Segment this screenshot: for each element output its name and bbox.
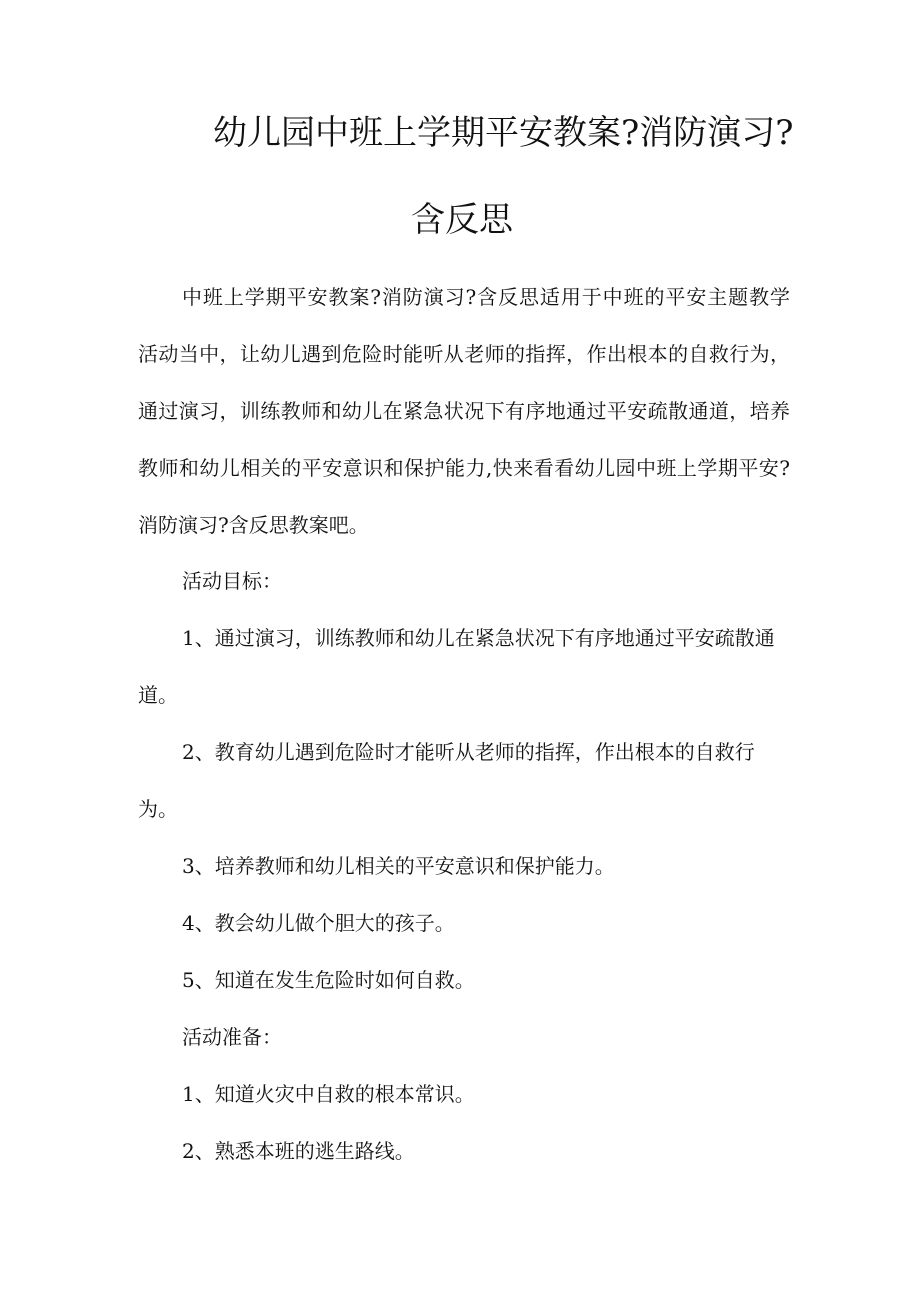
document-title-line-1: 幼儿园中班上学期平安教案?消防演习?	[213, 113, 794, 153]
goal-5: 5、知道在发生危险时如何自救。	[182, 968, 475, 992]
intro-line-4: 教师和幼儿相关的平安意识和保护能力,快来看看幼儿园中班上学期平安?	[138, 456, 790, 480]
document-title-line-2: 含反思	[411, 200, 513, 240]
goals-heading: 活动目标：	[182, 569, 282, 593]
intro-line-3: 通过演习，训练教师和幼儿在紧急状况下有序地通过平安疏散通道，培养	[138, 399, 790, 423]
goal-2-line-1: 2、教育幼儿遇到危险时才能听从老师的指挥，作出根本的自救行	[182, 740, 755, 764]
goal-2-line-2: 为。	[138, 797, 178, 821]
intro-line-5: 消防演习?含反思教案吧。	[138, 513, 369, 537]
prep-heading: 活动准备：	[182, 1025, 282, 1049]
goal-1-line-2: 道。	[138, 683, 178, 707]
goal-3: 3、培养教师和幼儿相关的平安意识和保护能力。	[182, 854, 615, 878]
prep-2: 2、熟悉本班的逃生路线。	[182, 1139, 415, 1163]
goal-4: 4、教会幼儿做个胆大的孩子。	[182, 911, 455, 935]
intro-paragraph	[138, 279, 790, 564]
goal-1-line-1: 1、通过演习，训练教师和幼儿在紧急状况下有序地通过平安疏散通	[182, 626, 775, 650]
intro-line-2: 活动当中，让幼儿遇到危险时能听从老师的指挥，作出根本的自救行为，	[138, 342, 790, 366]
prep-1: 1、知道火灾中自救的根本常识。	[182, 1082, 475, 1106]
intro-line-1: 中班上学期平安教案?消防演习?含反思适用于中班的平安主题教学	[182, 285, 790, 309]
